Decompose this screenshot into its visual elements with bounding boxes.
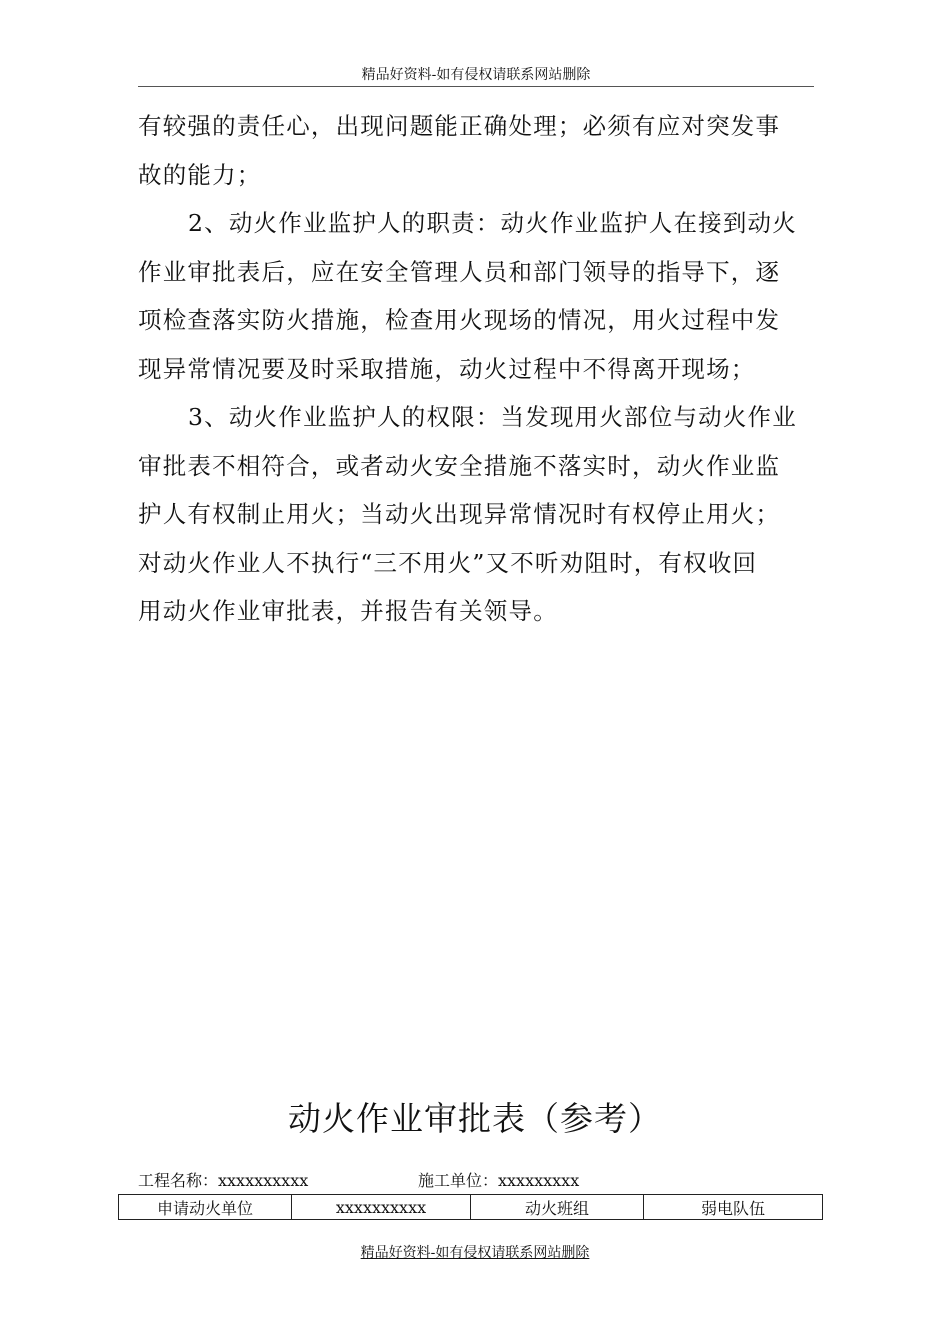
contractor-name: 施工单位：xxxxxxxxx xyxy=(418,1171,580,1190)
table-row xyxy=(119,1195,823,1220)
table-cell-applicant-value: xxxxxxxxxx xyxy=(292,1195,471,1220)
page-header xyxy=(138,66,814,87)
project-name: 工程名称：xxxxxxxxxx xyxy=(138,1171,309,1190)
body-line: 作业审批表后，应在安全管理人员和部门领导的指导下，逐 xyxy=(138,257,781,286)
body-line: 项检查落实防火措施，检查用火现场的情况，用火过程中发 xyxy=(138,306,781,334)
body-line: 有较强的责任心，出现问题能正确处理；必须有应对突发事 xyxy=(138,112,781,140)
body-line: 对动火作业人不执行“三不用火”又不听劝阻时，有权收回 xyxy=(138,548,758,577)
body-line: 用动火作业审批表，并报告有关领导。 xyxy=(138,597,558,625)
header-text: 精品好资料-如有侵权请联系网站删除 xyxy=(361,67,591,83)
body-text xyxy=(138,102,818,636)
body-line: 现异常情况要及时采取措施，动火过程中不得离开现场； xyxy=(138,354,756,383)
body-line: 护人有权制止用火；当动火出现异常情况时有权停止用火； xyxy=(138,500,781,528)
body-line: 2、动火作业监护人的职责：动火作业监护人在接到动火 xyxy=(188,209,797,237)
form-title: 动火作业审批表（参考） xyxy=(288,1099,662,1138)
body-line: 3、动火作业监护人的权限：当发现用火部位与动火作业 xyxy=(188,403,797,431)
table-cell-applicant-label: 申请动火单位 xyxy=(119,1195,292,1220)
approval-table xyxy=(118,1194,823,1220)
page-footer xyxy=(0,1244,950,1262)
table-cell-team-label: 动火班组 xyxy=(471,1195,644,1220)
footer-text: 精品好资料-如有侵权请联系网站删除 xyxy=(360,1245,590,1261)
table-cell-team-value: 弱电队伍 xyxy=(644,1195,823,1220)
body-line: 审批表不相符合，或者动火安全措施不落实时，动火作业监 xyxy=(138,451,781,480)
body-line: 故的能力； xyxy=(138,160,262,189)
